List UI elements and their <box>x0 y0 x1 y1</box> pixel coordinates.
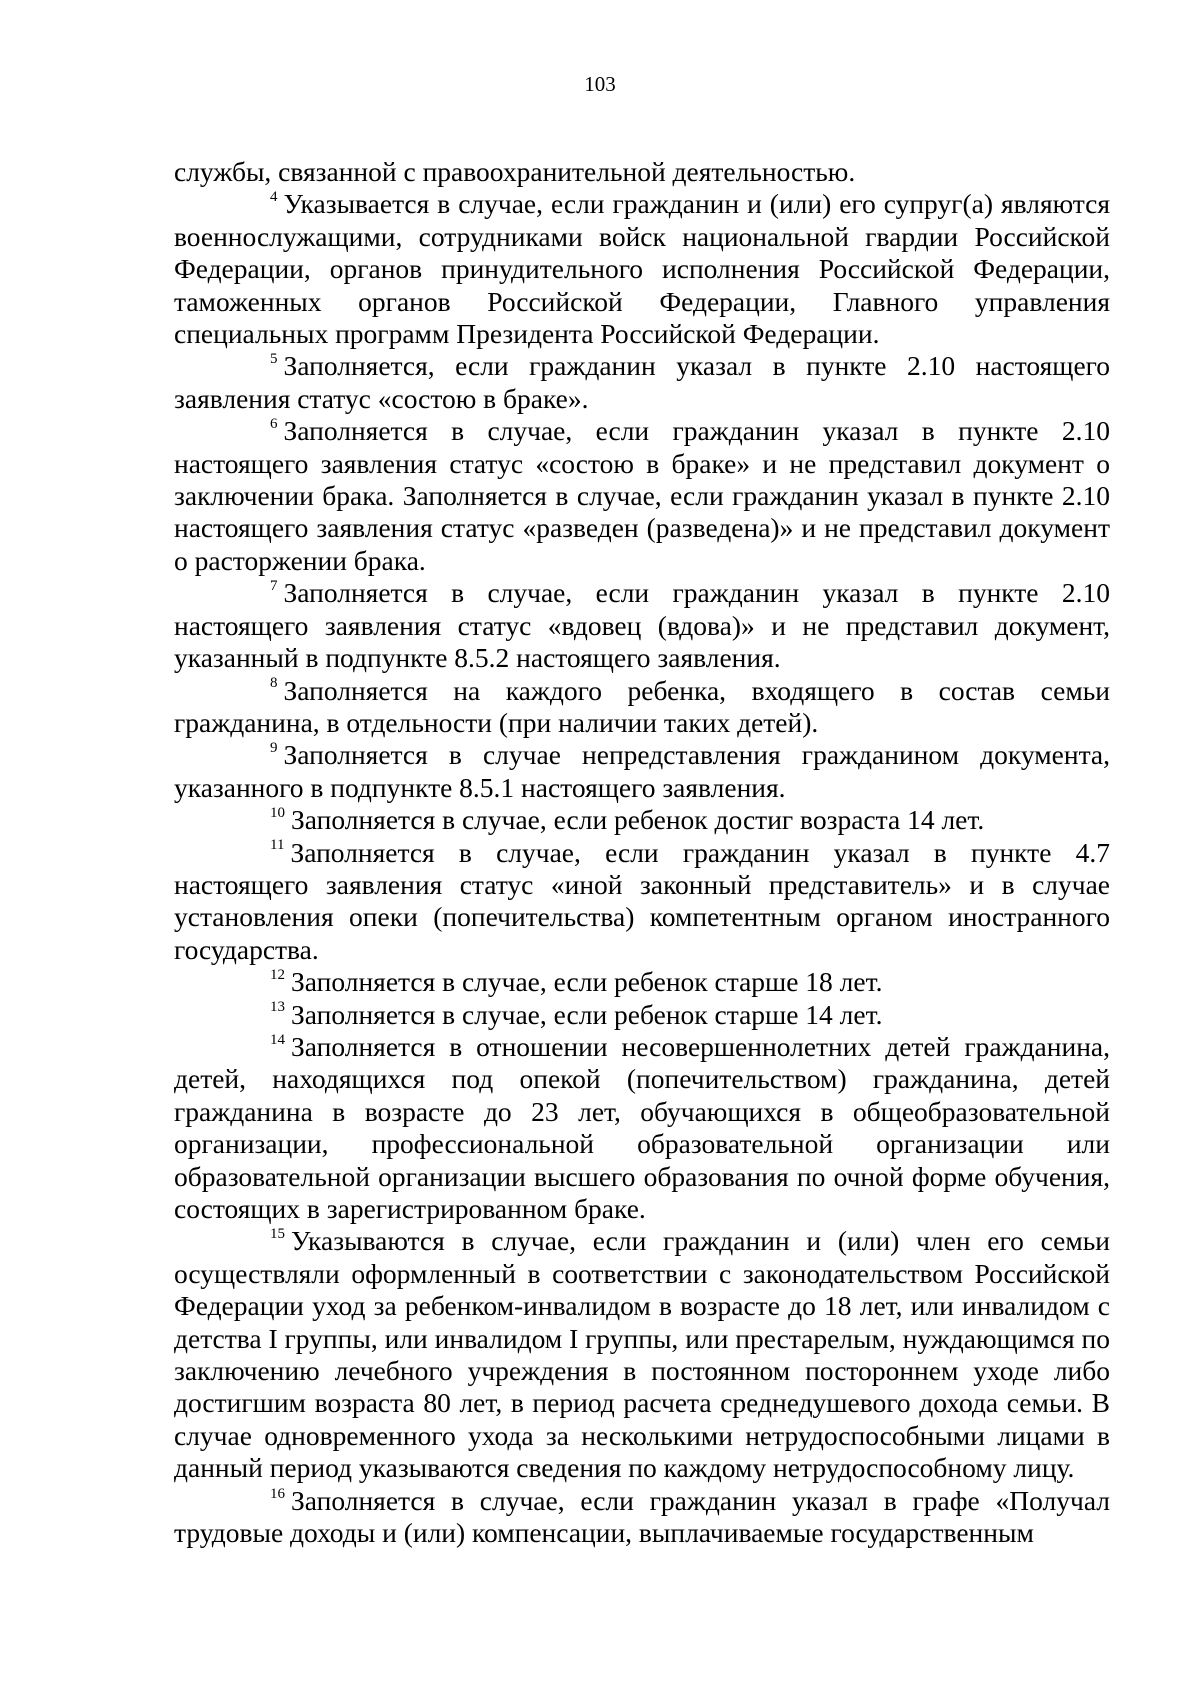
footnote-marker: 13 <box>270 999 285 1016</box>
footnote-text: Заполняется на каждого ребенка, входящего в состав семьи гражданина, в отдельности (при наличии таких детей). <box>174 674 1110 738</box>
footnote-text: Указываются в случае, если гражданин и (или) член его семьи осуществляли оформленный в соответствии с законодательством Российской Федерации уход за ребенком-инвалидом в возрасте до 18 лет, или инвалидом с детства I группы, или инвалидом I группы, или престарелым, нуждающимся по заключению лечебного учреждения в постоянном постороннем уходе либо достигшим возраста 80 лет, в период расчета среднедушевого дохода семьи. В случае одновременного ухода за несколькими нетрудоспособными лицами в данный период указываются сведения по каждому нетрудоспособному лицу. <box>174 1225 1110 1484</box>
footnote-text: Заполняется в случае, если гражданин указал в пункте 4.7 настоящего заявления статус «иной законный представитель» и в случае установления опеки (попечительства) компетентным органом иностранного государства. <box>174 836 1110 965</box>
footnote-marker: 15 <box>270 1226 285 1243</box>
footnote-8 <box>174 675 1110 740</box>
footnote-marker: 12 <box>270 967 285 983</box>
footnote-14 <box>174 1031 1110 1225</box>
footnote-16 <box>174 1485 1110 1550</box>
continuation-text: службы, связанной с правоохранительной деятельностью. <box>174 156 856 187</box>
footnote-text: Заполняется в случае, если ребенок достиг возраста 14 лет. <box>291 804 985 836</box>
footnote-marker: 8 <box>270 675 278 692</box>
footnote-marker: 11 <box>270 837 285 854</box>
footnote-marker: 5 <box>270 351 278 368</box>
footnote-6 <box>174 415 1110 577</box>
footnote-marker: 4 <box>270 189 278 206</box>
footnote-9 <box>174 739 1110 804</box>
footnote-text: Заполняется в случае, если гражданин указал в пункте 2.10 настоящего заявления статус «вдовец (вдова)» и не представил документ, указанный в подпункте 8.5.2 настоящего заявления. <box>174 577 1110 674</box>
footnote-4 <box>174 188 1110 350</box>
footnote-marker: 7 <box>270 578 278 595</box>
footnote-11 <box>174 837 1110 967</box>
footnote-marker: 9 <box>270 740 278 757</box>
footnote-12 <box>174 966 1110 998</box>
footnote-marker: 10 <box>270 804 285 821</box>
footnote-marker: 16 <box>270 1485 285 1502</box>
footnote-text: Заполняется в отношении несовершеннолетних детей гражданина, детей, находящихся под опекой (попечительством) гражданина, детей гражданина в возрасте до 23 лет, обучающихся в общеобразовательной организации, профессиональной образовательной организации или образовательной организации высшего образования по очной форме обучения, состоящих в зарегистрированном браке. <box>174 1030 1110 1224</box>
footnotes-body <box>174 156 1110 1549</box>
footnote-text: Заполняется в случае, если ребенок старше 18 лет. <box>291 966 883 998</box>
footnote-15 <box>174 1225 1110 1484</box>
footnote-10 <box>174 804 1110 836</box>
footnote-text: Заполняется, если гражданин указал в пункте 2.10 настоящего заявления статус «состою в браке». <box>174 350 1110 414</box>
footnote-text: Заполняется в случае непредставления гражданином документа, указанного в подпункте 8.5.1 настоящего заявления. <box>174 739 1110 803</box>
footnote-5 <box>174 350 1110 415</box>
footnote-text: Указывается в случае, если гражданин и (или) его супруг(а) являются военнослужащими, сотрудниками войск национальной гвардии Российской Федерации, органов принудительного исполнения Российской Федерации, таможенных органов Российской Федерации, Главного управления специальных программ Президента Российской Федерации. <box>174 188 1110 350</box>
footnote-7 <box>174 577 1110 674</box>
page-number: 103 <box>584 72 616 96</box>
footnote-marker: 14 <box>270 1031 285 1048</box>
footnote-text: Заполняется в случае, если гражданин указал в пункте 2.10 настоящего заявления статус «состою в браке» и не представил документ о заключении брака. Заполняется в случае, если гражданин указал в пункте 2.10 настоящего заявления статус «разведен (разведена)» и не представил документ о расторжении брака. <box>174 415 1110 576</box>
footnote-text: Заполняется в случае, если ребенок старше 14 лет. <box>291 998 883 1030</box>
footnote-text: Заполняется в случае, если гражданин указал в графе «Получал трудовые доходы и (или) компенсации, выплачиваемые государственным <box>174 1484 1110 1549</box>
footnote-marker: 6 <box>270 416 278 433</box>
footnote-13 <box>174 999 1110 1031</box>
